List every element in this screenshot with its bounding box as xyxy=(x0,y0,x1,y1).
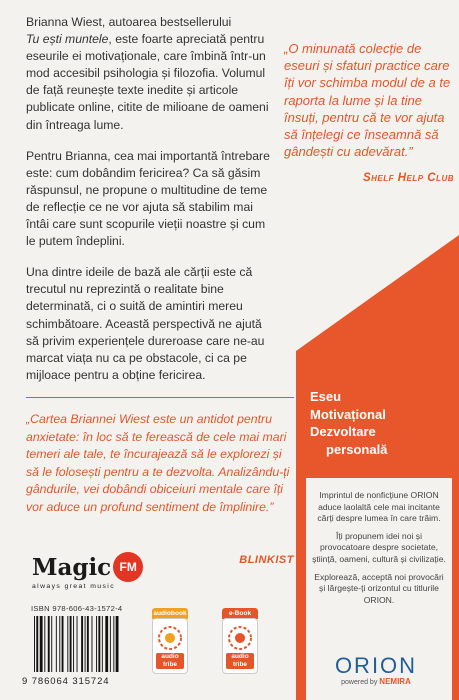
imprint-paragraph: Imprintul de nonficțiune ORION aduce laolaltă cele mai incitante cărți despre lumea în care trăim. xyxy=(317,490,441,524)
audio-wave-icon xyxy=(223,623,257,653)
imprint-paragraph: Explorează, acceptă noi provocări și lărgește-ți orizontul cu titlurile ORION. xyxy=(314,571,444,605)
previous-book-title: Tu ești muntele xyxy=(26,32,109,47)
badge-body xyxy=(152,618,188,674)
badge-label: audiobook xyxy=(153,610,187,617)
imprint-paragraph: Îți propunem idei noi și provocatoare despre societate, știință, oameni, cultură și civilizație. xyxy=(312,530,446,564)
orion-wordmark: ORION xyxy=(334,653,418,678)
magic-tagline: always great music xyxy=(32,583,115,590)
barcode xyxy=(30,616,144,678)
magic-fm-logo xyxy=(32,552,143,590)
genre-label: Eseu xyxy=(310,389,342,404)
badge-brand: audio tribe xyxy=(156,653,184,669)
powered-by-text: powered by xyxy=(341,679,378,686)
audiobook-badge xyxy=(152,608,188,674)
genre-label: personală xyxy=(326,441,388,457)
audio-wave-icon xyxy=(153,623,187,653)
genre-label: Motivațional xyxy=(310,406,386,422)
review-quote-text: „Cartea Briannei Wiest este un antidot pentru anxietate: în loc să te ferească de cele mai mari temeri ale tale, te încurajează să le explorezi și să le folosești pentru a te dezvolta. Analizându-ți gândurile, vei dobândi obiceiuri mentale care îți vor aduce un profund sentiment de împlinire.” xyxy=(26,412,290,514)
magic-wordmark: Magic xyxy=(32,553,112,581)
paragraph-1-rest: , este foarte apreciată pentru eseurile ei motivaționale, care îmbină într-un mod accesibil psihologia și filozofia. Volumul de față reunește texte inedite și articole publicate online, citite de milioane de oameni din întreaga lume. xyxy=(26,32,269,132)
badge-label: e-Book xyxy=(222,608,258,619)
author-intro: Brianna Wiest, autoarea bestsellerului xyxy=(26,15,232,29)
review-quote-text: „O minunată colecție de eseuri și sfaturi practice care îți vor schimba modul de a te raporta la lume și la tine însuți, pentru că te vor ajuta să înțelegi ce înseamnă să gândești cu adevărat.” xyxy=(284,41,451,160)
badge-brand: audio tribe xyxy=(226,653,254,669)
genre-list xyxy=(310,388,387,458)
publisher-name: NEMIRA xyxy=(379,677,411,686)
orion-logo xyxy=(326,653,426,686)
genre-label: Dezvoltare xyxy=(310,424,376,439)
isbn-text: ISBN 978-606-43-1572-4 xyxy=(31,604,123,613)
review-source: BLINKIST xyxy=(239,554,294,566)
ebook-badge xyxy=(222,608,258,674)
paragraph-2: Pentru Brianna, cea mai importantă întrebare este: cum dobândim fericirea? Ca să găsim răspunsul, ne propune o multitudine de teme de reflecție ce ne vor ajuta să stabilim mai întâi care sunt scopurile vieții noastre și cum le putem îndeplini. xyxy=(26,148,270,249)
paragraph-3: Una dintre ideile de bază ale cărții este că trecutul nu reprezintă o realitate bine determinată, ci o suită de amintiri mereu schimbătoare. Această perspectivă ne ajută să privim experiențele dureroase care ne-au marcat viața nu ca pe obstacole, ci ca pe mijloace pentru a obține fericirea. xyxy=(26,265,265,382)
imprint-text xyxy=(310,490,448,612)
barcode-digits: 9 786064 315724 xyxy=(22,676,110,687)
fm-circle: FM xyxy=(113,552,143,582)
badge-body xyxy=(222,618,258,674)
review-source: Shelf Help Club xyxy=(362,172,454,185)
